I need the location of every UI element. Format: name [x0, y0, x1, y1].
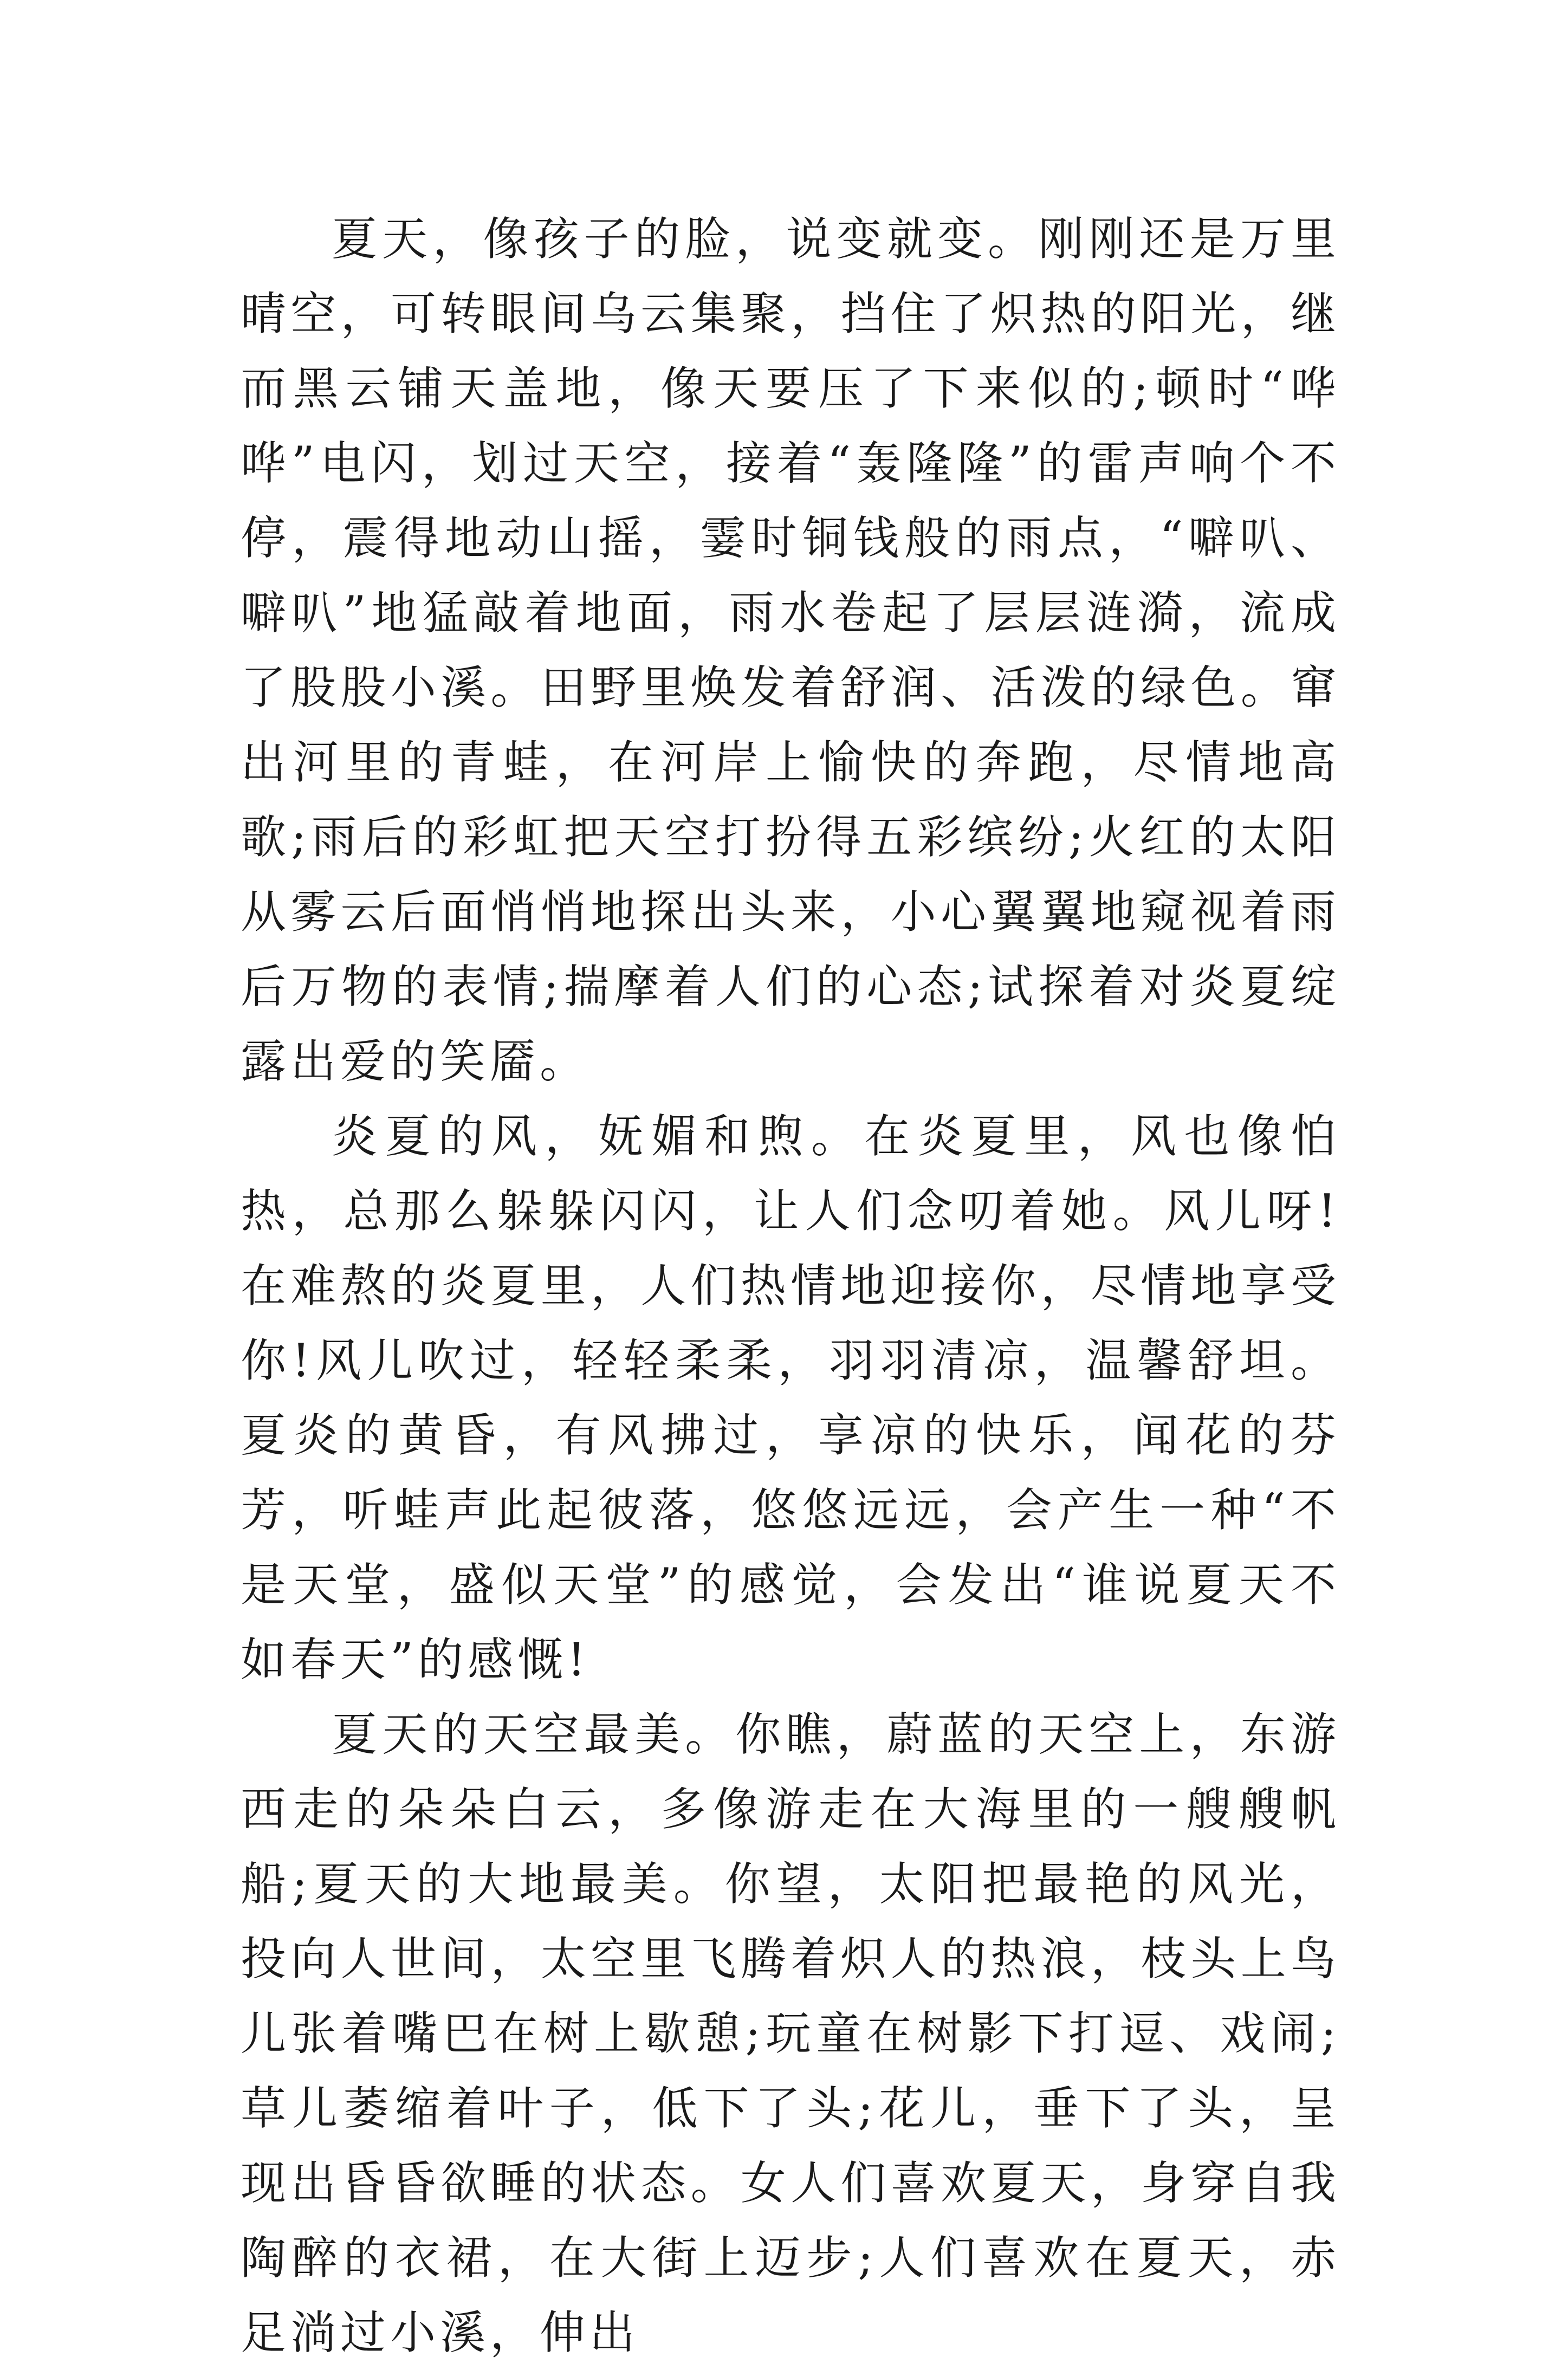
body-text: [241, 202, 1340, 2370]
paragraph-summer-wind: 炎夏的风，妩媚和煦。在炎夏里，风也像怕热，总那么躲躲闪闪，让人们念叨着她。风儿呀!在难熬的炎夏里，人们热情地迎接你，尽情地享受你!风儿吹过，轻轻柔柔，羽羽清凉，温馨舒坦。夏炎的黄昏，有风拂过，享凉的快乐，闻花的芬芳，听蛙声此起彼落，悠悠远远，会产生一种“不是天堂，盛似天堂”的感觉，会发出“谁说夏天不如春天”的感慨!: [241, 1110, 1340, 1686]
paragraph-summer-sky: 夏天的天空最美。你瞧，蔚蓝的天空上，东游西走的朵朵白云，多像游走在大海里的一艘艘帆船;夏天的大地最美。你望，太阳把最艳的风光，投向人世间，太空里飞腾着炽人的热浪，枝头上鸟儿张着嘴巴在树上歇憩;玩童在树影下打逗、戏闹;草儿萎缩着叶子，低下了头;花儿，垂下了头，呈现出昏昏欲睡的状态。女人们喜欢夏天，身穿自我陶醉的衣裙，在大街上迈步;人们喜欢在夏天，赤足淌过小溪，伸出: [241, 1708, 1340, 2359]
paragraph-summer-rain: 夏天，像孩子的脸，说变就变。刚刚还是万里晴空，可转眼间乌云集聚，挡住了炽热的阳光，继而黑云铺天盖地，像天要压了下来似的;顿时“哗哗”电闪，划过天空，接着“轰隆隆”的雷声响个不停，震得地动山摇，霎时铜钱般的雨点，“噼叭、噼叭”地猛敲着地面，雨水卷起了层层涟漪，流成了股股小溪。田野里焕发着舒润、活泼的绿色。窜出河里的青蛙，在河岸上愉快的奔跑，尽情地高歌;雨后的彩虹把天空打扮得五彩缤纷;火红的太阳从雾云后面悄悄地探出头来，小心翼翼地窥视着雨后万物的表情;揣摩着人们的心态;试探着对炎夏绽露出爱的笑靥。: [241, 212, 1340, 1088]
